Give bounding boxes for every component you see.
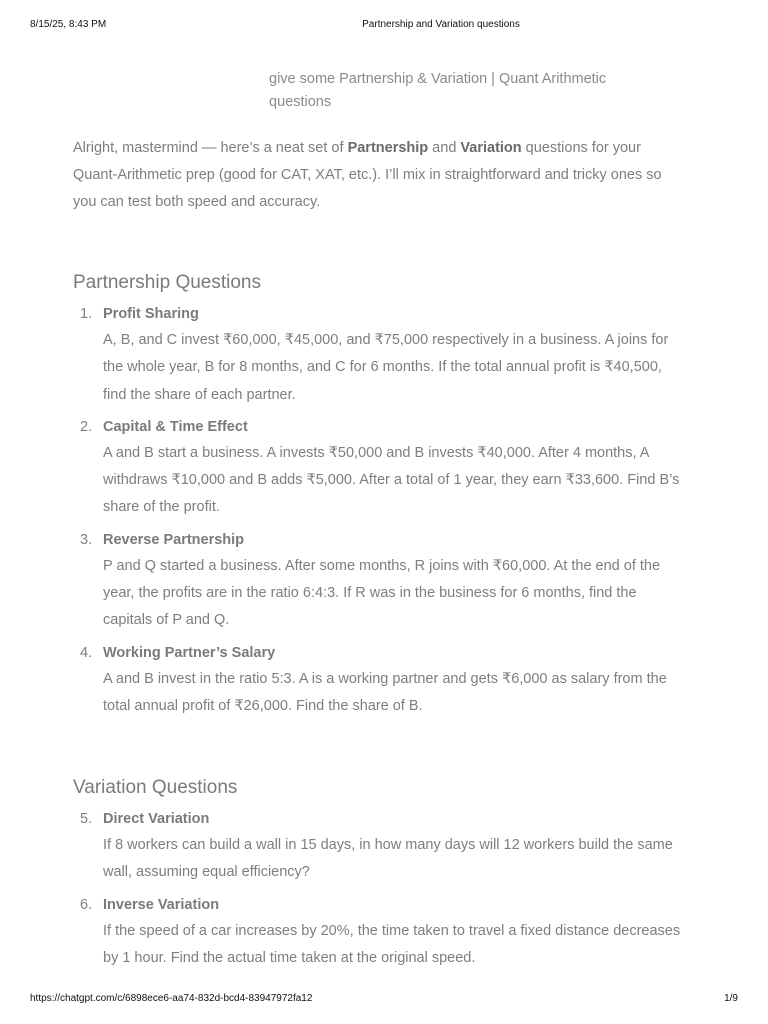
print-footer (0, 993, 768, 1007)
partnership-heading: Partnership Questions (73, 272, 261, 293)
question-number: 6. (80, 896, 93, 913)
intro-text-3: questions for your Quant-Arithmetic prep (good for CAT, XAT, etc.). I’ll mix in straightforward and tricky ones so you can test both speed and accuracy. (73, 140, 662, 210)
user-message: give some Partnership & Variation | Quant Arithmetic questions (269, 71, 607, 110)
print-datetime: 8/15/25, 8:43 PM (30, 19, 107, 30)
question-number: 4. (80, 644, 93, 661)
question-number: 3. (80, 531, 93, 548)
print-doc-title: Partnership and Variation questions (362, 19, 520, 30)
variation-question-list (73, 806, 683, 977)
intro-text-1: Alright, mastermind — here’s a neat set of (73, 140, 348, 156)
question-item (73, 527, 683, 635)
question-title: Profit Sharing (103, 306, 199, 322)
intro-paragraph (73, 135, 683, 216)
partnership-question-list (73, 301, 683, 725)
question-body: If 8 workers can build a wall in 15 days, in how many days will 12 workers build the same wall, assuming equal efficiency? (103, 837, 673, 881)
question-item (73, 806, 683, 887)
intro-bold-partnership: Partnership (347, 140, 429, 156)
question-number: 2. (80, 418, 93, 435)
question-title: Capital & Time Effect (103, 418, 248, 435)
question-body: P and Q started a business. After some months, R joins with ₹60,000. At the end of the year, the profits are in the ratio 6:4:3. If R was in the business for 6 months, find the capitals of P and Q. (103, 557, 661, 629)
question-body: A, B, and C invest ₹60,000, ₹45,000, and ₹75,000 respectively in a business. A joins for the whole year, B for 8 months, and C for 6 months. If the total annual profit is ₹40,500, find the share of each partner. (103, 332, 669, 403)
intro-bold-variation: Variation (460, 140, 522, 156)
print-url: https://chatgpt.com/c/6898ece6-aa74-832d-bcd4-83947972fa12 (30, 993, 313, 1004)
question-item (73, 414, 683, 522)
question-body: If the speed of a car increases by 20%, the time taken to travel a fixed distance decreases by 1 hour. Find the actual time taken at the original speed. (103, 922, 681, 966)
question-title: Inverse Variation (103, 896, 220, 913)
question-item (73, 892, 683, 973)
intro-text-2: and (428, 140, 461, 156)
question-number: 5. (80, 811, 93, 827)
print-header (0, 19, 768, 33)
question-title: Reverse Partnership (103, 531, 245, 548)
page-number: 1/9 (724, 993, 738, 1004)
question-item (73, 640, 683, 721)
question-item (73, 301, 683, 409)
question-title: Direct Variation (103, 811, 210, 827)
variation-heading: Variation Questions (73, 777, 238, 798)
question-number: 1. (80, 306, 93, 322)
question-body: A and B start a business. A invests ₹50,000 and B invests ₹40,000. After 4 months, A withdraws ₹10,000 and B adds ₹5,000. After a total of 1 year, they earn ₹33,600. Find B’s share of the profit. (103, 444, 680, 516)
question-body: A and B invest in the ratio 5:3. A is a working partner and gets ₹6,000 as salary from the total annual profit of ₹26,000. Find the share of B. (103, 670, 667, 714)
question-title: Working Partner’s Salary (103, 644, 276, 661)
